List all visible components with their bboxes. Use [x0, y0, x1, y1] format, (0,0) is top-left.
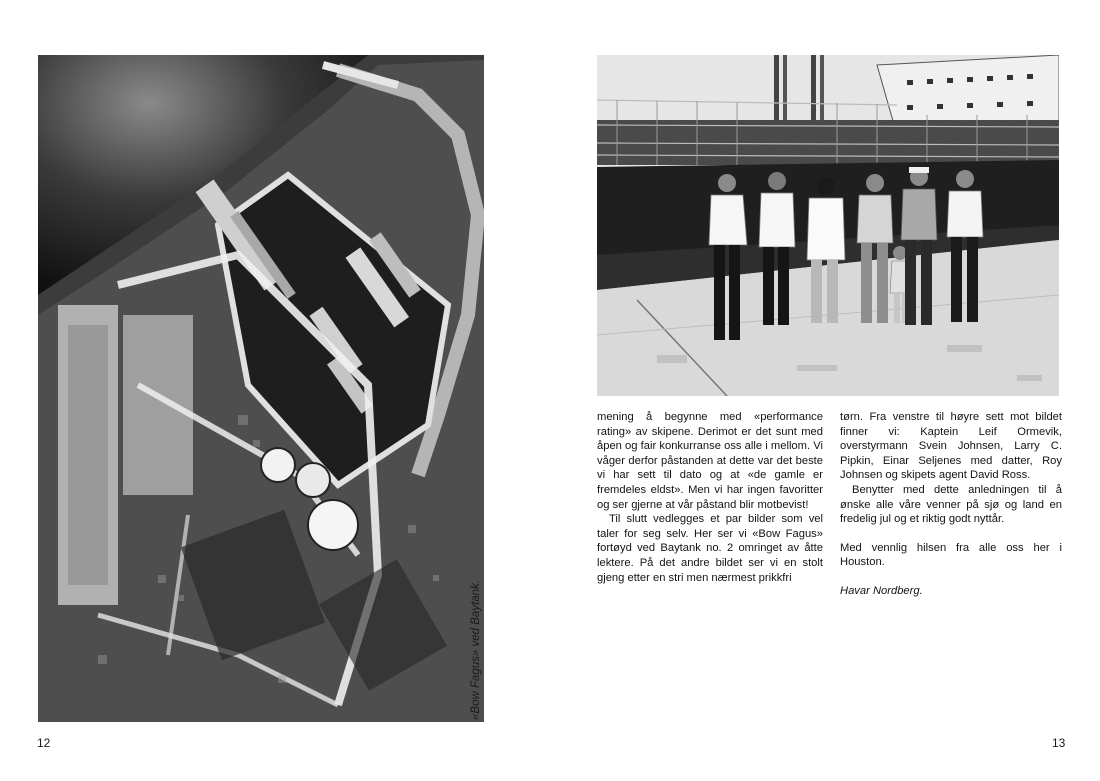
paragraph-3: tørn. Fra venstre til høyre sett mot bildet finner vi: Kaptein Leif Ormevik, overstyrmann Svein Johnsen, Larry C. Pipkin, Einar Seljenes med datter, Roy Johnsen og skipets agent David Ross.	[840, 411, 1062, 482]
paragraph-1: mening å begynne med «performance rating» av skipene. Derimot er det sunt med åpen og fair konkurranse oss alle i mellom. Vi våger derfor påstanden at dette var det beste vi har sett til dato og at «de gamle er fremdeles eldst». Men vi har ingen favoritter og ser gjerne at vår påstand blir motbevist!	[597, 411, 823, 511]
closing-greeting: Med vennlig hilsen fra alle oss her i Houston.	[840, 541, 1062, 569]
right-page	[550, 0, 1100, 781]
article-column-1	[597, 410, 823, 585]
article-column-2	[840, 410, 1062, 599]
photo-caption: «Bow Fagus» ved Baytank.	[470, 580, 482, 720]
page-number-left: 12	[37, 736, 51, 750]
paragraph-4: Benytter med dette anledningen til å ønske alle våre venner på sjø og land en fredelig jul og et riktig godt nyttår.	[840, 483, 1062, 526]
group-photo-crew	[597, 55, 1059, 396]
signature: Havar Nordberg.	[840, 584, 923, 597]
paragraph-2: Til slutt vedlegges et par bilder som vel taler for seg selv. Her ser vi «Bow Fagus» fortøyd ved Baytank no. 2 omringet av åtte lektere. På det andre bildet ser vi en stolt gjeng etter en stri men nærmest prikkfri	[597, 513, 823, 584]
page-number-right: 13	[1052, 736, 1066, 750]
aerial-photo-baytank	[38, 55, 484, 722]
